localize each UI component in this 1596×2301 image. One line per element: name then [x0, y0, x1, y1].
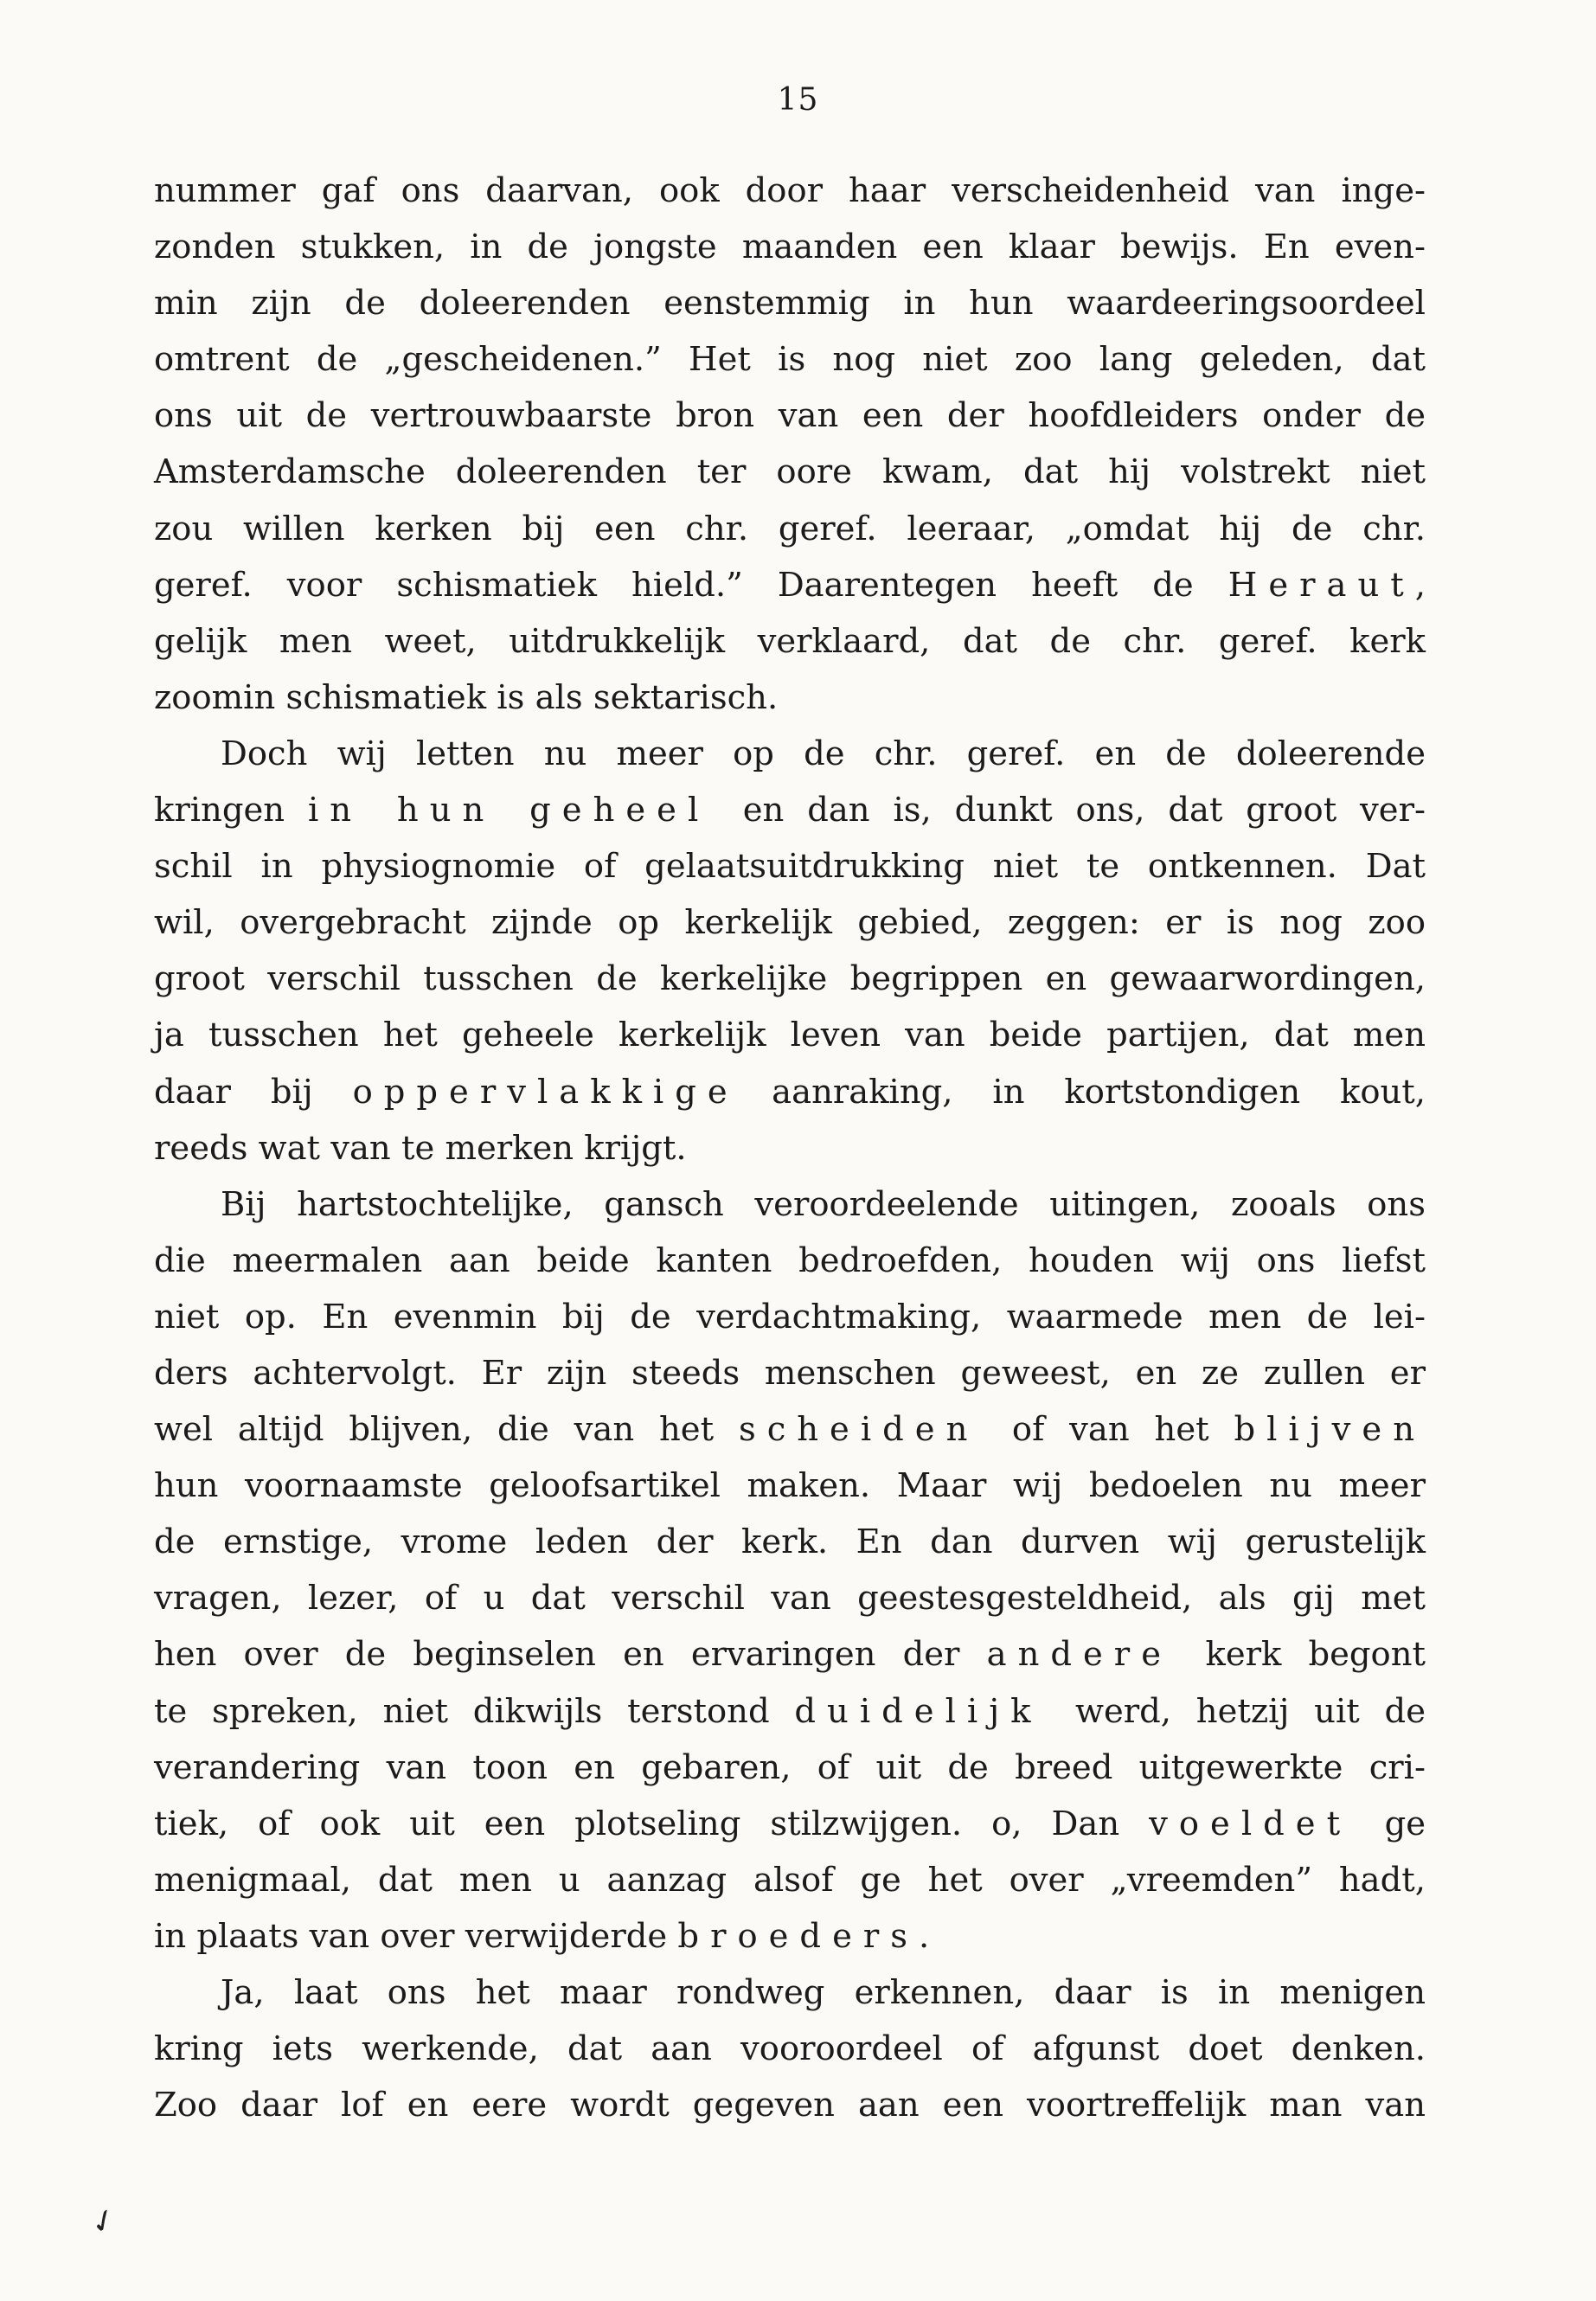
- text-segment: Ja, laat ons het maar rondweg erkennen, daar is in menigen: [154, 1973, 1426, 2012]
- body-text: [154, 163, 1426, 2133]
- text-line: [154, 951, 1426, 1007]
- spaced-emphasis-text: blijven: [1234, 1410, 1426, 1450]
- spaced-emphasis-text: broeders: [677, 1916, 920, 1956]
- text-line: [154, 331, 1426, 388]
- text-segment: kerk begont: [1171, 1635, 1426, 1675]
- text-segment: vragen, lezer, of u dat verschil van geestesgesteldheid, als gij met: [154, 1579, 1426, 1618]
- text-line: [154, 444, 1426, 500]
- spaced-emphasis-text: oppervlakkige: [352, 1072, 739, 1112]
- text-line: [154, 782, 1426, 838]
- page-number: 15: [777, 82, 819, 118]
- text-line: [154, 1908, 1426, 1965]
- text-segment: Doch wij letten nu meer op de chr. geref. en de doleerende: [154, 734, 1426, 773]
- text-segment: hen over de beginselen en ervaringen der: [154, 1635, 987, 1675]
- text-segment: in plaats van over verwijderde: [154, 1916, 678, 1956]
- text-segment: geref. voor schismatiek hield.” Daarentegen heeft de: [154, 565, 1228, 605]
- text-line: [154, 1345, 1426, 1401]
- text-segment: schil in physiognomie of gelaatsuitdrukking niet te ontkennen. Dat: [154, 847, 1426, 887]
- text-line: [154, 1852, 1426, 1908]
- text-segment: gelijk men weet, uitdrukkelijk verklaard, dat de chr. geref. kerk: [154, 621, 1426, 661]
- text-segment: Bij hartstochtelijke, gansch veroordeelende uitingen, zooals ons: [154, 1184, 1426, 1224]
- text-segment: daar bij: [154, 1072, 353, 1112]
- text-line: [154, 1796, 1426, 1852]
- text-segment: menigmaal, dat men u aanzag alsof ge het over „vreemden” hadt,: [154, 1860, 1426, 1900]
- text-line: [154, 1458, 1426, 1514]
- text-line: [154, 1401, 1426, 1458]
- text-segment: werd, hetzij uit de: [1042, 1691, 1426, 1731]
- text-segment: kring iets werkende, dat aan vooroordeel of afgunst doet denken.: [154, 2029, 1426, 2069]
- text-segment: verandering van toon en gebaren, of uit de breed uitgewerkte cri-: [154, 1747, 1426, 1787]
- text-line: [154, 501, 1426, 557]
- text-segment: die meermalen aan beide kanten bedroefden, houden wij ons liefst: [154, 1240, 1426, 1280]
- text-segment: ja tusschen het geheele kerkelijk leven van beide partijen, dat men: [154, 1016, 1426, 1055]
- text-line: [154, 838, 1426, 894]
- text-line: [154, 613, 1426, 670]
- text-segment: tiek, of ook uit een plotseling stilzwijgen. o, Dan: [154, 1804, 1150, 1843]
- text-segment: ders achtervolgt. Er zijn steeds menschen geweest, en ze zullen er: [154, 1353, 1426, 1393]
- text-line: [154, 894, 1426, 951]
- text-line: [154, 1570, 1426, 1626]
- text-segment: wel altijd blijven, die van het: [154, 1410, 739, 1450]
- text-segment: de ernstige, vrome leden der kerk. En dan durven wij gerustelijk: [154, 1522, 1426, 1562]
- text-line: [154, 1120, 1426, 1176]
- text-segment: te spreken, niet dikwijls terstond: [154, 1691, 795, 1731]
- spaced-emphasis-text: scheiden: [738, 1410, 979, 1450]
- text-segment: hun voornaamste geloofsartikel maken. Maar wij bedoelen nu meer: [154, 1466, 1426, 1506]
- text-segment: aanraking, in kortstondigen kout,: [738, 1072, 1426, 1112]
- text-segment: min zijn de doleerenden eenstemmig in hun waardeeringsoordeel: [154, 284, 1426, 324]
- text-segment: reeds wat van te merken krijgt.: [154, 1128, 687, 1168]
- text-line: [154, 1965, 1426, 2021]
- text-line: [154, 1176, 1426, 1233]
- text-line: [154, 726, 1426, 782]
- spaced-emphasis-text: voeldet: [1149, 1804, 1352, 1843]
- text-segment: .: [919, 1916, 930, 1956]
- text-segment: zonden stukken, in de jongste maanden een klaar bewijs. En even-: [154, 228, 1426, 267]
- spaced-emphasis-text: duidelijk: [794, 1691, 1042, 1731]
- text-line: [154, 557, 1426, 613]
- text-segment: nummer gaf ons daarvan, ook door haar verscheidenheid van inge-: [154, 171, 1426, 210]
- text-line: [154, 2021, 1426, 2077]
- text-line: [154, 1064, 1426, 1120]
- text-line: [154, 219, 1426, 275]
- text-segment: kringen: [154, 791, 308, 830]
- text-segment: groot verschil tusschen de kerkelijke begrippen en gewaarwordingen,: [154, 959, 1426, 999]
- text-segment: zou willen kerken bij een chr. geref. leeraar, „omdat hij de chr.: [154, 509, 1426, 548]
- text-segment: omtrent de „gescheidenen.” Het is nog niet zoo lang geleden, dat: [154, 340, 1426, 380]
- text-segment: niet op. En evenmin bij de verdachtmaking, waarmede men de lei-: [154, 1297, 1426, 1336]
- text-line: [154, 2077, 1426, 2133]
- text-line: [154, 163, 1426, 219]
- text-segment: en dan is, dunkt ons, dat groot ver-: [709, 791, 1426, 830]
- text-segment: zoomin schismatiek is als sektarisch.: [154, 677, 779, 717]
- text-segment: Amsterdamsche doleerenden ter oore kwam, dat hij volstrekt niet: [154, 452, 1426, 492]
- text-segment: wil, overgebracht zijnde op kerkelijk gebied, zeggen: er is nog zoo: [154, 903, 1426, 943]
- text-line: [154, 1007, 1426, 1063]
- spaced-emphasis-text: andere: [986, 1635, 1172, 1675]
- text-segment: ge: [1351, 1804, 1426, 1843]
- text-line: [154, 388, 1426, 444]
- text-line: [154, 1289, 1426, 1345]
- text-line: [154, 275, 1426, 331]
- spaced-emphasis-text: in hun geheel: [307, 791, 710, 830]
- text-line: [154, 1683, 1426, 1740]
- spaced-emphasis-text: Heraut: [1227, 565, 1415, 605]
- text-line: [154, 1740, 1426, 1796]
- text-line: [154, 1514, 1426, 1570]
- text-line: [154, 670, 1426, 726]
- text-segment: Zoo daar lof en eere wordt gegeven aan een voortreffelijk man van: [154, 2086, 1426, 2125]
- text-line: [154, 1233, 1426, 1289]
- text-segment: of van het: [978, 1410, 1234, 1450]
- text-line: [154, 1626, 1426, 1682]
- text-segment: ,: [1414, 565, 1426, 605]
- stray-ink-mark: ✓: [84, 2200, 124, 2244]
- text-segment: ons uit de vertrouwbaarste bron van een der hoofdleiders onder de: [154, 396, 1426, 436]
